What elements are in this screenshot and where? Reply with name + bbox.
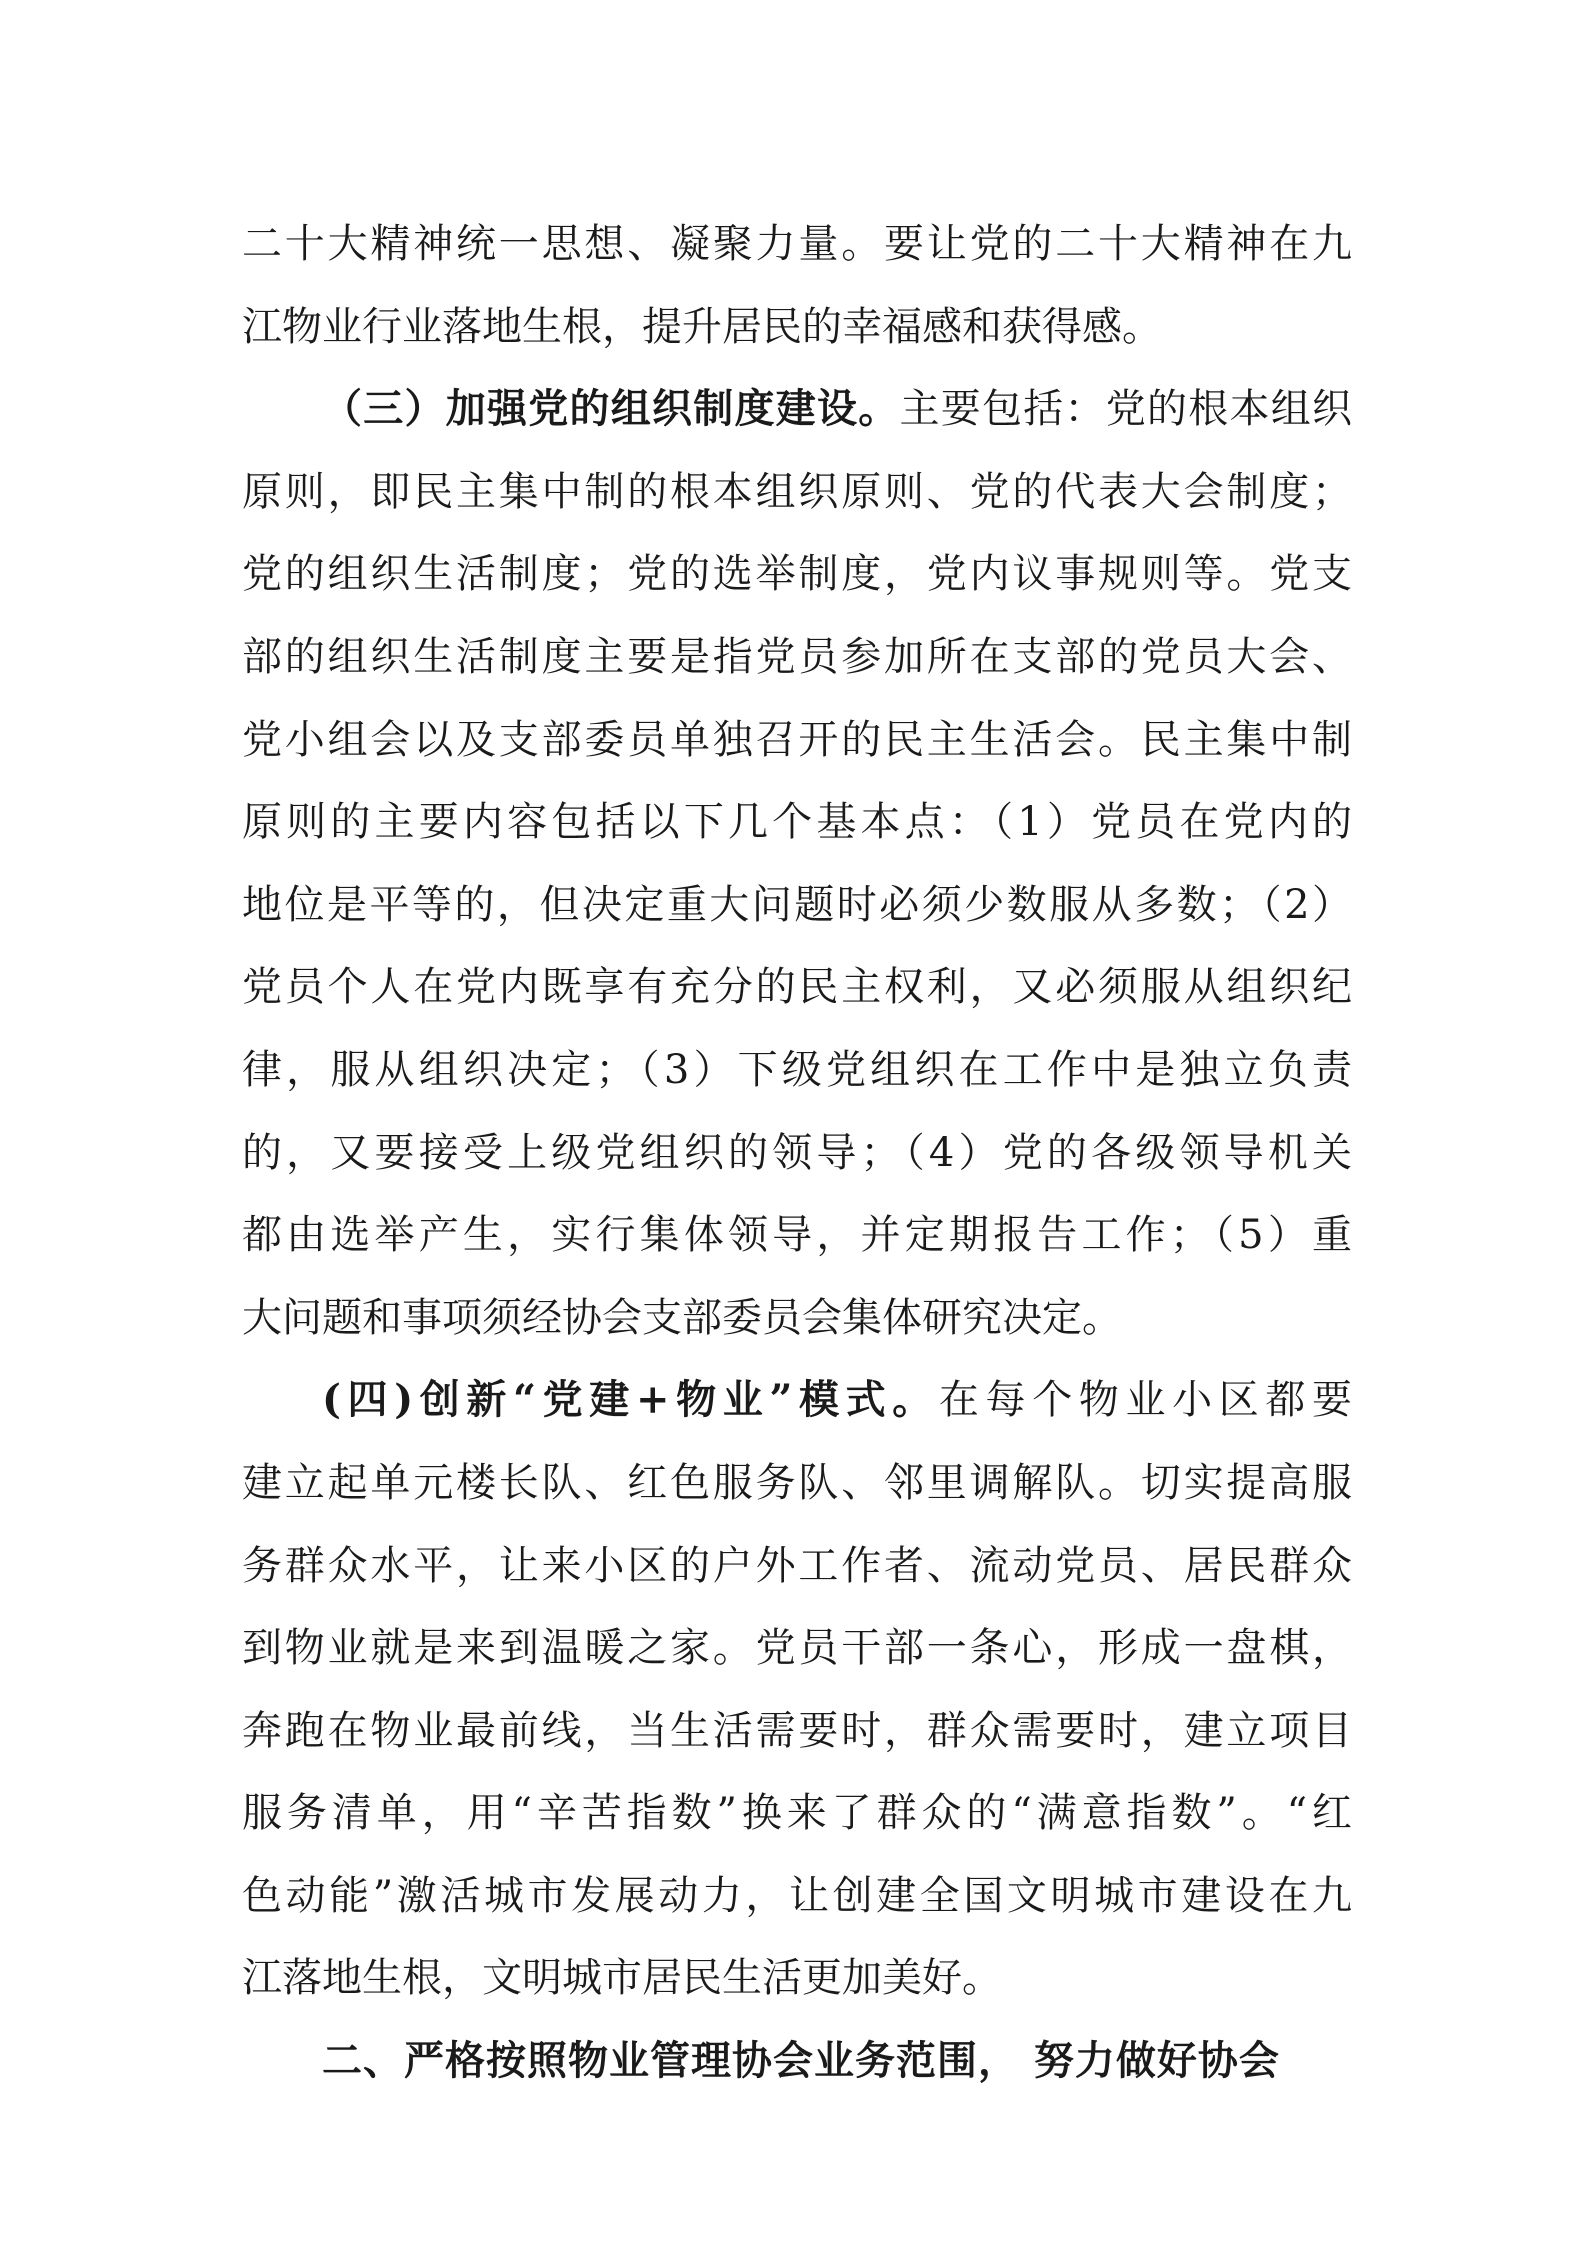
paragraph-line: 务群众水平，让来小区的户外工作者、流动党员、居民群众 — [242, 1542, 1352, 1589]
body-text — [242, 203, 1352, 2103]
paragraph-line: 奔跑在物业最前线，当生活需要时，群众需要时，建立项目 — [242, 1707, 1352, 1754]
paragraph-line: 部的组织生活制度主要是指党员参加所在支部的党员大会、 — [242, 633, 1352, 680]
paragraph-line: 色动能”激活城市发展动力，让创建全国文明城市建设在九 — [242, 1872, 1352, 1919]
section-4-first-line-rest: 在每个物业小区都要 — [938, 1377, 1353, 1424]
section-heading-2: 二、严格按照物业管理协会业务范围， 努力做好协会 — [322, 2038, 1280, 2085]
paragraph-line: 都由选举产生，实行集体领导，并定期报告工作；（5）重 — [242, 1212, 1352, 1259]
paragraph-line: 党员个人在党内既享有充分的民主权利，又必须服从组织纪 — [242, 964, 1352, 1011]
paragraph-line: 党的组织生活制度；党的选举制度，党内议事规则等。党支 — [242, 551, 1352, 598]
paragraph-line: 原则的主要内容包括以下几个基本点：（1）党员在党内的 — [242, 799, 1352, 846]
section-4-lead: (四)创新“党建+物业”模式。 — [322, 1376, 939, 1424]
paragraph-line: 律，服从组织决定；（3）下级党组织在工作中是独立负责 — [242, 1046, 1352, 1093]
paragraph-line: 江物业行业落地生根，提升居民的幸福感和获得感。 — [242, 303, 1162, 350]
paragraph-line: 二十大精神统一思想、凝聚力量。要让党的二十大精神在九 — [242, 221, 1352, 267]
paragraph-line: 的，又要接受上级党组织的领导；（4）党的各级领导机关 — [242, 1129, 1352, 1176]
paragraph-line: 服务清单，用“辛苦指数”换来了群众的“满意指数”。“红 — [242, 1790, 1352, 1837]
section-3-first-line-rest: 主要包括：党的根本组织 — [899, 386, 1352, 433]
paragraph-line: 党小组会以及支部委员单独召开的民主生活会。民主集中制 — [242, 716, 1352, 763]
section-3-first-line — [242, 368, 1352, 451]
paragraph-line: 建立起单元楼长队、红色服务队、邻里调解队。切实提高服 — [242, 1459, 1352, 1506]
paragraph-line: 大问题和事项须经协会支部委员会集体研究决定。 — [242, 1294, 1122, 1341]
paragraph-line: 原则，即民主集中制的根本组织原则、党的代表大会制度； — [242, 468, 1352, 515]
section-3-lead: （三）加强党的组织制度建设。 — [322, 385, 900, 433]
paragraph-line: 地位是平等的，但决定重大问题时必须少数服从多数；（2） — [242, 881, 1352, 928]
section-4-first-line — [242, 1359, 1352, 1442]
paragraph-line: 江落地生根，文明城市居民生活更加美好。 — [242, 1955, 1002, 2002]
paragraph-line: 到物业就是来到温暖之家。党员干部一条心，形成一盘棋， — [242, 1625, 1352, 1672]
